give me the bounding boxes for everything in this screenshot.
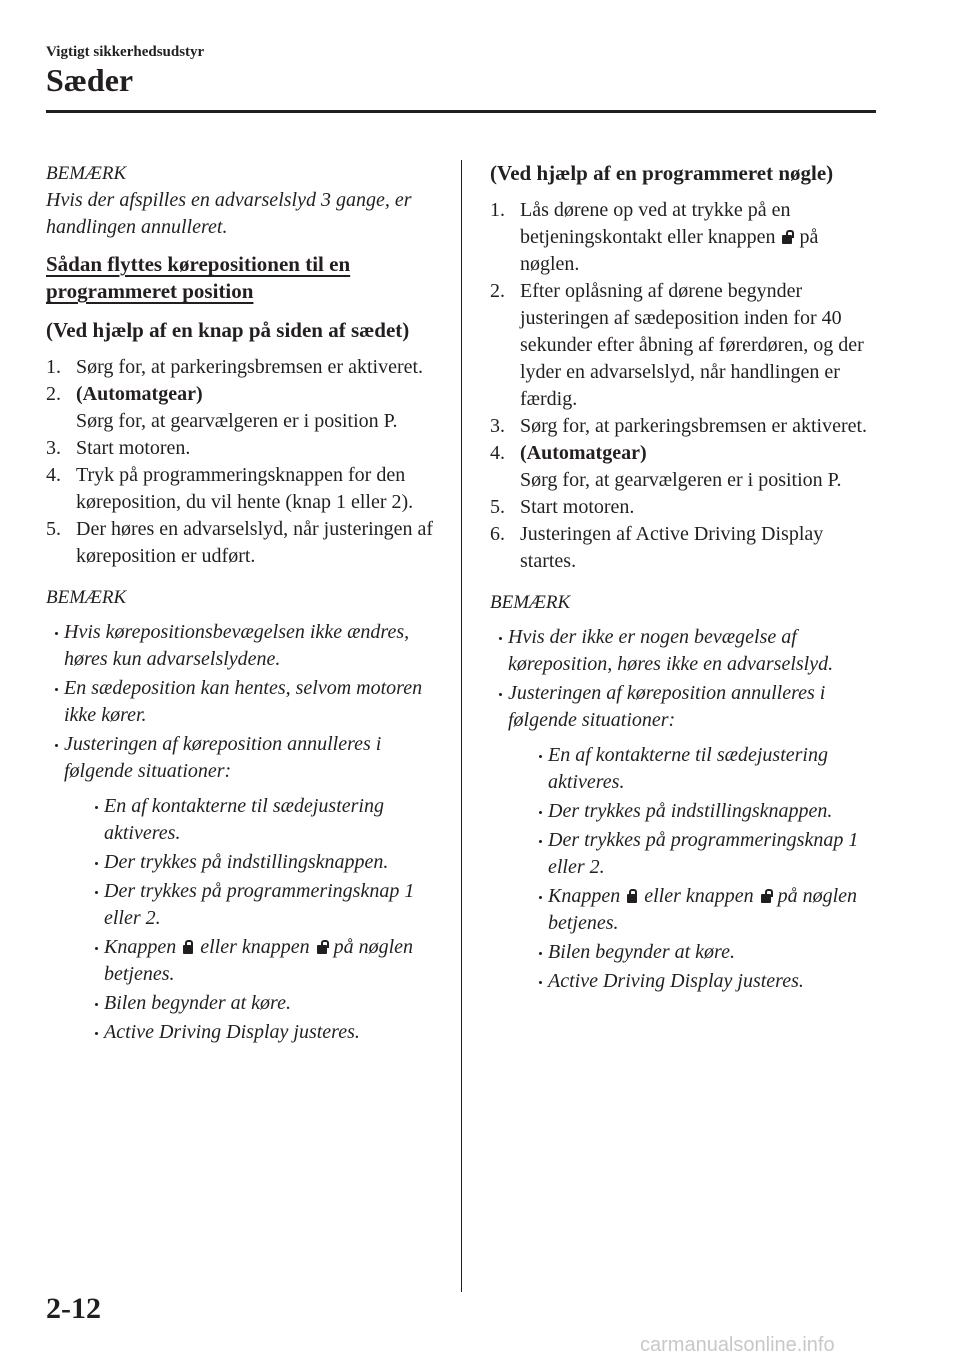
step-number: 2. xyxy=(490,280,505,302)
step-item xyxy=(46,462,446,516)
step-item xyxy=(46,381,446,435)
left-column xyxy=(46,160,446,1048)
note-sub-bullet xyxy=(530,883,880,937)
step-item xyxy=(46,516,446,570)
step-text: Sørg for, at parkeringsbremsen er aktiveret. xyxy=(76,356,424,378)
sub-text: Knappen xyxy=(104,936,177,958)
note-sub-bullet: En af kontakterne til sædejustering aktiveres. xyxy=(530,742,880,796)
step-text: Lås dørene op ved at trykke på en betjeningskontakt eller knappen xyxy=(520,199,791,248)
note-bullet: Hvis der ikke er nogen bevægelse af køreposition, høres ikke en advarselslyd. xyxy=(490,624,880,678)
step-number: 5. xyxy=(46,518,61,540)
step-number: 2. xyxy=(46,383,61,405)
step-text: Der høres en advarselslyd, når justeringen af køreposition er udført. xyxy=(76,518,434,567)
method-heading: (Ved hjælp af en programmeret nøgle) xyxy=(490,161,834,185)
note-bullets xyxy=(46,619,446,1046)
page-number: 2-12 xyxy=(46,1292,101,1325)
step-item xyxy=(46,435,446,462)
note-sub-bullet: Active Driving Display justeres. xyxy=(530,968,880,995)
note-sub-bullet: Bilen begynder at køre. xyxy=(86,990,446,1017)
sub-text: eller knappen xyxy=(644,885,754,907)
unlock-icon xyxy=(761,889,771,903)
watermark: carmanualsonline.info xyxy=(640,1334,835,1356)
note-sub-bullet: En af kontakterne til sædejustering aktiveres. xyxy=(86,793,446,847)
right-column xyxy=(490,160,880,997)
steps-list xyxy=(490,197,880,575)
step-item xyxy=(490,521,880,575)
step-text: Tryk på programmeringsknappen for den køreposition, du vil hente (knap 1 eller 2). xyxy=(76,464,414,513)
step-item xyxy=(490,494,880,521)
sub-text: Knappen xyxy=(548,885,621,907)
step-number: 1. xyxy=(46,356,61,378)
step-item xyxy=(46,354,446,381)
note-block xyxy=(490,589,880,995)
note-sub-bullet: Der trykkes på programmeringsknap 1 eller 2. xyxy=(86,878,446,932)
note-sub-bullet: Bilen begynder at køre. xyxy=(530,939,880,966)
note-bullet-text: Justeringen af køreposition annulleres i følgende situationer: xyxy=(64,733,382,782)
step-number: 5. xyxy=(490,496,505,518)
note-bullet: En sædeposition kan hentes, selvom motoren ikke kører. xyxy=(46,675,446,729)
step-item xyxy=(490,197,880,278)
note-sub-bullets xyxy=(508,742,880,995)
note-bullet xyxy=(46,731,446,1046)
step-number: 3. xyxy=(46,437,61,459)
steps-list xyxy=(46,354,446,570)
note-sub-bullet: Der trykkes på indstillingsknappen. xyxy=(530,798,880,825)
step-number: 4. xyxy=(46,464,61,486)
header-rule xyxy=(46,110,876,113)
note-sub-bullet: Active Driving Display justeres. xyxy=(86,1019,446,1046)
step-number: 1. xyxy=(490,199,505,221)
note-sub-bullet: Der trykkes på indstillingsknappen. xyxy=(86,849,446,876)
step-text: Start motoren. xyxy=(520,496,635,518)
step-text: Start motoren. xyxy=(76,437,191,459)
note-sub-bullet: Der trykkes på programmeringsknap 1 eller 2. xyxy=(530,827,880,881)
step-text: Sørg for, at gearvælgeren er i position P. xyxy=(76,410,398,432)
note-bullet: Hvis kørepositionsbevægelsen ikke ændres, høres kun advarselslydene. xyxy=(46,619,446,673)
step-text: Justeringen af Active Driving Display startes. xyxy=(520,523,824,572)
step-text: Efter oplåsning af dørene begynder justeringen af sædeposition inden for 40 sekunder efter åbning af førerdøren, og der lyder en advarselslyd, når handlingen er færdig. xyxy=(520,280,864,410)
note-label: BEMÆRK xyxy=(46,163,127,184)
note-text: Hvis der afspilles en advarselslyd 3 gange, er handlingen annulleret. xyxy=(46,189,412,238)
step-text: Sørg for, at parkeringsbremsen er aktiveret. xyxy=(520,415,868,437)
page-title: Sæder xyxy=(46,62,134,98)
section-subheading: Sådan flyttes kørepositionen til en programmeret position xyxy=(46,252,351,303)
step-item xyxy=(490,440,880,494)
column-divider xyxy=(461,160,462,1292)
step-text: Sørg for, at gearvælgeren er i position P. xyxy=(520,469,842,491)
note-label: BEMÆRK xyxy=(490,592,571,613)
lock-icon xyxy=(627,889,637,903)
note-bullets xyxy=(490,624,880,995)
step-number: 6. xyxy=(490,523,505,545)
method-heading: (Ved hjælp af en knap på siden af sædet) xyxy=(46,318,410,342)
lock-icon xyxy=(183,940,193,954)
step-number: 3. xyxy=(490,415,505,437)
step-number: 4. xyxy=(490,442,505,464)
note-bullet xyxy=(490,680,880,995)
step-item xyxy=(490,413,880,440)
sub-text: på nøglen betjenes. xyxy=(548,885,858,934)
step-bold-label: (Automatgear) xyxy=(76,383,203,405)
unlock-icon xyxy=(782,230,792,244)
unlock-icon xyxy=(317,940,327,954)
note-sub-bullet xyxy=(86,934,446,988)
note-bullet-text: Justeringen af køreposition annulleres i følgende situationer: xyxy=(508,682,826,731)
step-item xyxy=(490,278,880,413)
step-text: på nøglen. xyxy=(520,226,819,275)
sub-text: på nøglen betjenes. xyxy=(104,936,414,985)
section-label: Vigtigt sikkerhedsudstyr xyxy=(46,44,205,60)
note-block xyxy=(46,584,446,1046)
note-sub-bullets xyxy=(64,793,446,1046)
sub-text: eller knappen xyxy=(200,936,310,958)
note-label: BEMÆRK xyxy=(46,587,127,608)
step-bold-label: (Automatgear) xyxy=(520,442,647,464)
